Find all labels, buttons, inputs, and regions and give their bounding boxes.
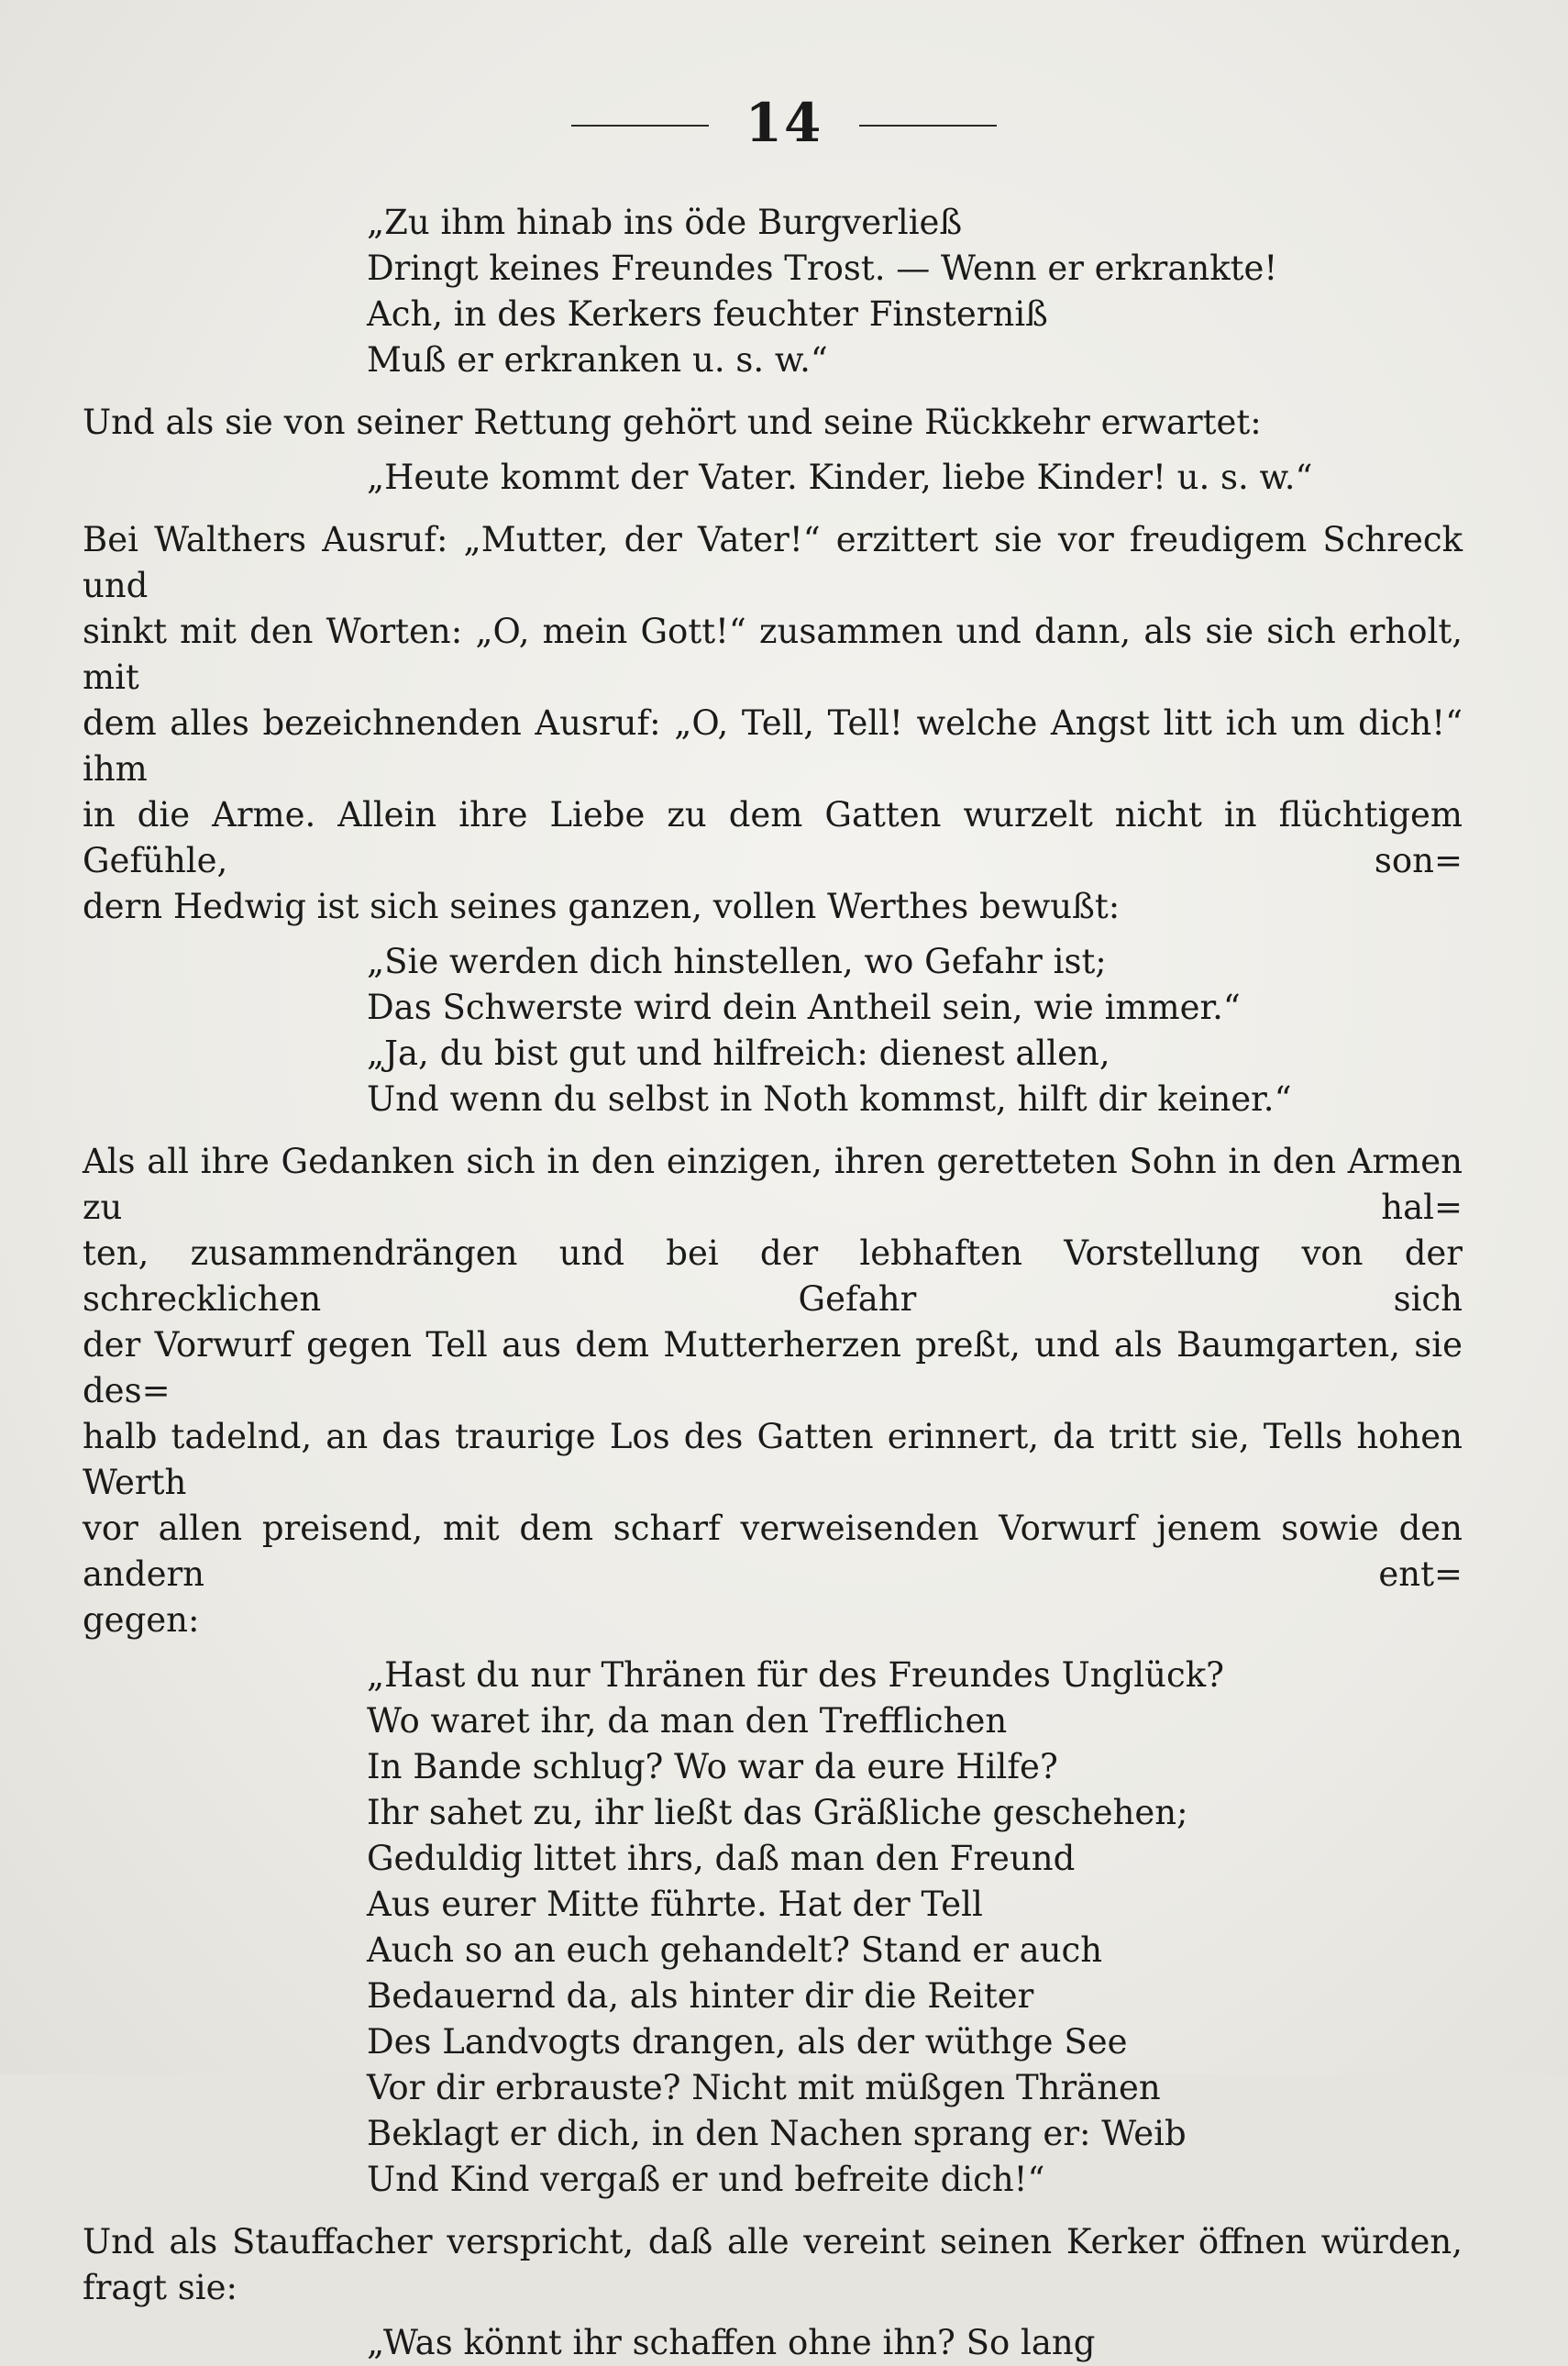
text-line: Aus eurer Mitte führte. Hat der Tell — [367, 1885, 983, 1924]
prose-paragraph — [83, 1139, 1463, 1643]
text-line: „Sie werden dich hinstellen, wo Gefahr ist; — [367, 942, 1107, 981]
prose-paragraph — [83, 2219, 1463, 2311]
text-line: halb tadelnd, an das traurige Los des Gatten erinnert, da tritt sie, Tells hohen Werth — [83, 1417, 1463, 1502]
text-line: Und als sie von seiner Rettung gehört und seine Rückkehr erwartet: — [83, 403, 1262, 442]
text-line: Vor dir erbrauste? Nicht mit müßgen Thränen — [367, 2068, 1161, 2107]
text-line: „Ja, du bist gut und hilfreich: dienest allen, — [367, 1034, 1110, 1073]
text-line: ten, zusammendrängen und bei der lebhaften Vorstellung von der schrecklichen Gefahr sich — [83, 1233, 1463, 1319]
text-line: „Heute kommt der Vater. Kinder, liebe Kinder! u. s. w.“ — [367, 458, 1313, 497]
text-line: Als all ihre Gedanken sich in den einzigen, ihren geretteten Sohn in den Armen zu hal= — [83, 1142, 1463, 1227]
text-line: „Zu ihm hinab ins öde Burgverließ — [367, 203, 963, 242]
text-line: „Was könnt ihr schaffen ohne ihn? So lang — [367, 2323, 1096, 2362]
text-line: Und als Stauffacher verspricht, daß alle vereint seinen Kerker öffnen würden, fragt sie: — [83, 2222, 1463, 2307]
text-line: Auch so an euch gehandelt? Stand er auch — [367, 1930, 1103, 1970]
verse-block — [367, 200, 1463, 383]
text-line: Ach, in des Kerkers feuchter Finsterniß — [367, 294, 1048, 334]
verse-block — [367, 2320, 1463, 2366]
text-line: der Vorwurf gegen Tell aus dem Mutterherzen preßt, und als Baumgarten, sie des= — [83, 1325, 1463, 1410]
text-line: Wo waret ihr, da man den Trefflichen — [367, 1701, 1008, 1741]
text-line: Bei Walthers Ausruf: „Mutter, der Vater!“ erzittert sie vor freudigem Schreck und — [83, 520, 1463, 605]
prose-paragraph — [83, 517, 1463, 930]
text-line: Das Schwerste wird dein Antheil sein, wie immer.“ — [367, 988, 1241, 1027]
text-line: Und Kind vergaß er und befreite dich!“ — [367, 2160, 1045, 2199]
text-line: vor allen preisend, mit dem scharf verweisenden Vorwurf jenem sowie den andern ent= — [83, 1509, 1463, 1594]
text-line: dern Hedwig ist sich seines ganzen, vollen Werthes bewußt: — [83, 887, 1121, 926]
text-line: „Hast du nur Thränen für des Freundes Unglück? — [367, 1655, 1224, 1695]
text-line: gegen: — [83, 1600, 200, 1640]
text-line: Beklagt er dich, in den Nachen sprang er: Weib — [367, 2114, 1187, 2153]
text-line: Ihr sahet zu, ihr ließt das Gräßliche geschehen; — [367, 1793, 1188, 1832]
text-line: Und wenn du selbst in Noth kommst, hilft dir keiner.“ — [367, 1079, 1292, 1119]
text-line: In Bande schlug? Wo war da eure Hilfe? — [367, 1747, 1058, 1786]
text-line: in die Arme. Allein ihre Liebe zu dem Gatten wurzelt nicht in flüchtigem Gefühle, son= — [83, 795, 1463, 880]
verse-block — [367, 455, 1463, 501]
text-line: Bedauernd da, als hinter dir die Reiter — [367, 1976, 1034, 2016]
verse-block — [367, 1653, 1463, 2203]
page-body — [83, 200, 1463, 2366]
page-number: 14 — [745, 92, 823, 154]
header-rule-left — [571, 125, 709, 127]
text-line: dem alles bezeichnenden Ausruf: „O, Tell, Tell! welche Angst litt ich um dich!“ ihm — [83, 703, 1463, 789]
header-rule-right — [859, 125, 997, 127]
text-line: Geduldig littet ihrs, daß man den Freund — [367, 1839, 1076, 1878]
text-line: Des Landvogts drangen, als der wüthge See — [367, 2022, 1128, 2062]
text-line: Dringt keines Freundes Trost. — Wenn er erkrankte! — [367, 249, 1278, 288]
text-line: Muß er erkranken u. s. w.“ — [367, 340, 828, 380]
prose-paragraph — [83, 400, 1463, 446]
verse-block — [367, 939, 1463, 1122]
text-line: sinkt mit den Worten: „O, mein Gott!“ zusammen und dann, als sie sich erholt, mit — [83, 612, 1463, 697]
page-header — [0, 92, 1568, 154]
